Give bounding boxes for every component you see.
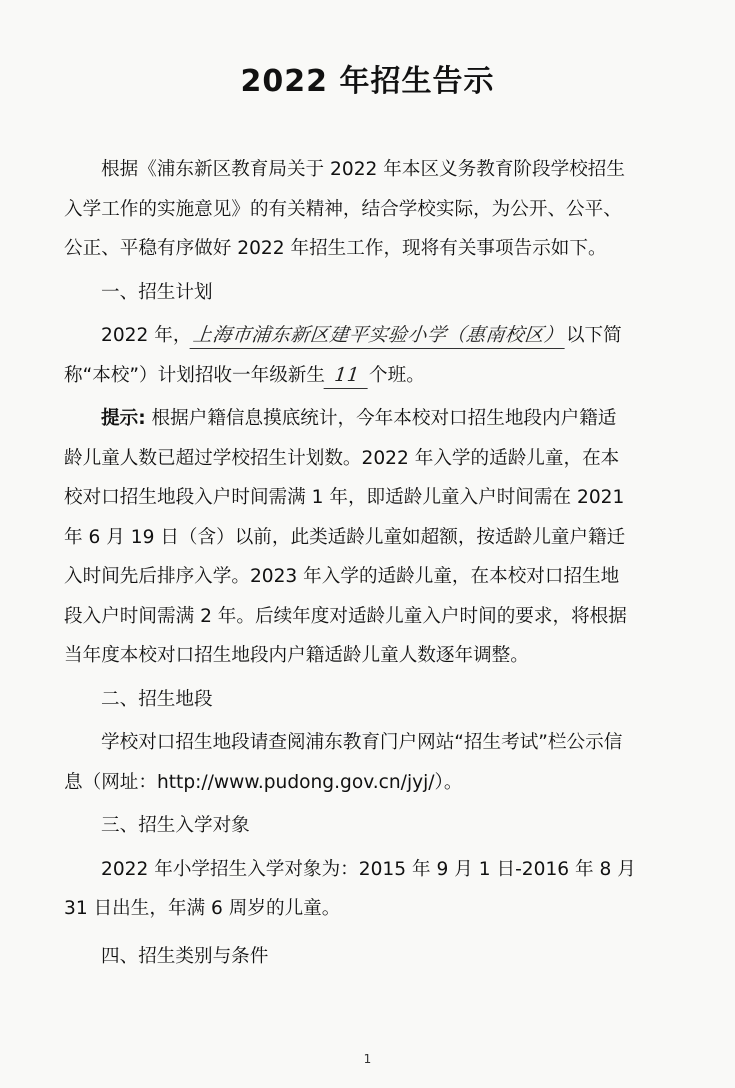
notice-line-1	[64, 399, 674, 439]
notice-line-4: 年 6 月 19 日（含）以前，此类适龄儿童如超额，按适龄儿童户籍迁	[64, 526, 626, 548]
section4-heading: 四、招生类别与条件	[101, 945, 269, 967]
section3-line-2: 31 日出生，年满 6 周岁的儿童。	[64, 898, 341, 919]
notice-line-6: 段入户时间需满 2 年。后续年度对适龄儿童入户时间的要求，将根据	[64, 605, 627, 627]
notice-line-7: 当年度本校对口招生地段内户籍适龄儿童人数逐年调整。	[64, 645, 529, 666]
notice-line-5: 入时间先后排序入学。2023 年入学的适龄儿童，在本校对口招生地	[64, 566, 620, 587]
section1-line2-suffix: 个班。	[369, 364, 425, 386]
intro-line-1: 根据《浦东新区教育局关于 2022 年本区义务教育阶段学校招生	[101, 159, 625, 180]
section1-line-2	[64, 356, 674, 396]
school-name-handwritten: 上海市浦东新区建平实验小学（惠南校区）	[190, 322, 567, 349]
intro-line-3: 公正、平稳有序做好 2022 年招生工作，现将有关事项告示如下。	[64, 238, 607, 259]
section1-line2-prefix: 称“本校”）计划招收一年级新生	[64, 364, 325, 386]
intro-line-2: 入学工作的实施意见》的有关精神，结合学校实际，为公开、公平、	[64, 198, 622, 220]
section1-line1-suffix: 以下简	[565, 325, 622, 346]
section3-heading: 三、招生入学对象	[101, 815, 250, 836]
section2-line-2: 息（网址：http://www.pudong.gov.cn/jyj/）。	[64, 771, 463, 793]
section2-heading: 二、招生地段	[101, 688, 213, 710]
section3-line-1: 2022 年小学招生入学对象为：2015 年 9 月 1 日-2016 年 8 月	[101, 858, 636, 880]
class-count-handwritten: 11	[324, 362, 371, 389]
section1-line-1	[64, 316, 674, 356]
notice-line1-text: 根据户籍信息摸底统计，今年本校对口招生地段内户籍适	[151, 408, 617, 429]
notice-line-3: 校对口招生地段入户时间需满 1 年，即适龄儿童入户时间需在 2021	[64, 487, 625, 508]
section1-heading: 一、招生计划	[101, 281, 213, 303]
section1-line1-prefix: 2022 年，	[101, 325, 192, 346]
page-number: 1	[363, 1052, 372, 1066]
section2-line-1: 学校对口招生地段请查阅浦东教育门户网站“招生考试”栏公示信	[101, 732, 623, 753]
notice-line-2: 龄儿童人数已超过学校招生计划数。2022 年入学的适龄儿童，在本	[64, 447, 620, 469]
notice-label: 提示:	[101, 408, 146, 429]
document-title: 2022 年招生告示	[240, 64, 495, 99]
document-body	[64, 150, 674, 976]
